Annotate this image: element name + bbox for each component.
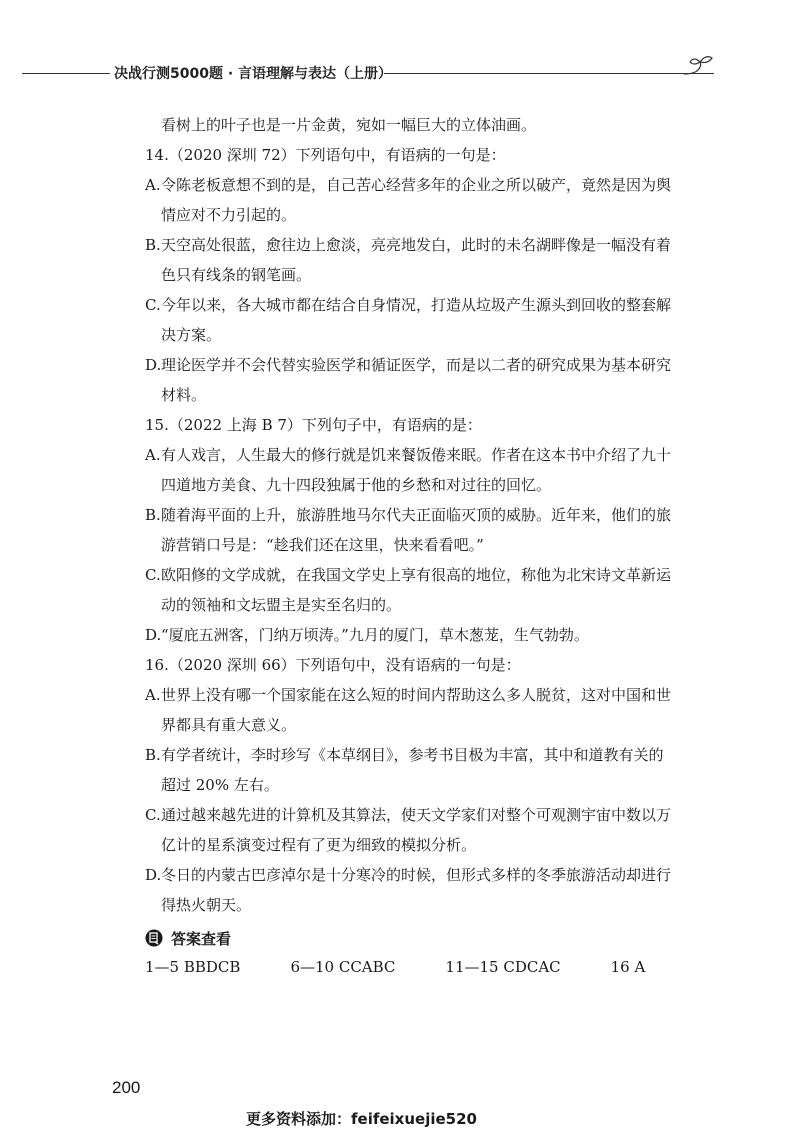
answer-icon bbox=[145, 929, 163, 947]
option-letter: B. bbox=[145, 236, 161, 254]
page-number: 200 bbox=[112, 1078, 141, 1097]
option-line: 界都具有重大意义。 bbox=[161, 716, 297, 734]
option-c bbox=[145, 560, 705, 620]
option-line: 今年以来，各大城市都在结合自身情况，打造从垃圾产生源头到回收的整套解 bbox=[161, 296, 672, 314]
question-stem: 15.（2022 上海 B 7）下列句子中，有语病的是： bbox=[145, 416, 482, 434]
option-line: 欧阳修的文学成就，在我国文学史上享有很高的地位，称他为北宋诗文革新运 bbox=[161, 566, 672, 584]
option-letter: B. bbox=[145, 506, 161, 524]
option-line: 四道地方美食、九十四段独属于他的乡愁和对过往的回忆。 bbox=[161, 476, 552, 494]
answer-section-heading bbox=[145, 927, 231, 949]
option-letter: D. bbox=[145, 626, 162, 644]
answer-heading-text: 答案查看 bbox=[171, 929, 232, 948]
option-line: 理论医学并不会代替实验医学和循证医学，而是以二者的研究成果为基本研究 bbox=[161, 356, 672, 374]
option-b bbox=[145, 740, 705, 800]
header-title: 决战行测5000题 · 言语理解与表达（上册） bbox=[114, 66, 393, 82]
option-line: 得热火朝天。 bbox=[161, 896, 252, 914]
option-line: 冬日的内蒙古巴彦淖尔是十分寒冷的时候，但形式多样的冬季旅游活动却进行 bbox=[161, 866, 672, 884]
question-content bbox=[145, 110, 705, 920]
option-letter: A. bbox=[145, 176, 161, 194]
option-a bbox=[145, 440, 705, 500]
option-line: 通过越来越先进的计算机及其算法，使天文学家们对整个可观测宇宙中数以万 bbox=[161, 806, 672, 824]
option-line: 决方案。 bbox=[161, 326, 222, 344]
option-letter: D. bbox=[145, 866, 162, 884]
running-header bbox=[22, 54, 722, 84]
option-d bbox=[145, 350, 705, 410]
option-line: 世界上没有哪一个国家能在这么短的时间内帮助这么多人脱贫，这对中国和世 bbox=[161, 686, 672, 704]
option-line: 有学者统计，李时珍写《本草纲目》，参考书目极为丰富，其中和道教有关的 bbox=[161, 746, 664, 764]
question-stem: 16.（2020 深圳 66）下列语句中，没有语病的一句是： bbox=[145, 656, 521, 674]
option-a bbox=[145, 680, 705, 740]
header-rule-right bbox=[384, 73, 714, 74]
option-letter: C. bbox=[145, 566, 161, 584]
answer-group: 6—10 CCABC bbox=[290, 958, 396, 976]
sprout-icon bbox=[680, 54, 720, 84]
option-c bbox=[145, 800, 705, 860]
option-letter: A. bbox=[145, 446, 161, 464]
answer-key bbox=[145, 958, 695, 976]
option-line: 动的领袖和文坛盟主是实至名归的。 bbox=[161, 596, 402, 614]
question-16 bbox=[145, 650, 705, 920]
answer-group: 1—5 BBDCB bbox=[145, 958, 241, 976]
option-line: 亿计的星系演变过程有了更为细致的模拟分析。 bbox=[161, 836, 477, 854]
option-a bbox=[145, 170, 705, 230]
option-letter: C. bbox=[145, 296, 161, 314]
option-letter: C. bbox=[145, 806, 161, 824]
option-line: 色只有线条的钢笔画。 bbox=[161, 266, 312, 284]
option-line: 超过 20% 左右。 bbox=[161, 776, 279, 794]
option-b bbox=[145, 230, 705, 290]
continued-line: 看树上的叶子也是一片金黄，宛如一幅巨大的立体油画。 bbox=[161, 116, 537, 134]
question-15 bbox=[145, 410, 705, 650]
option-line: 天空高处很蓝，愈往边上愈淡，亮亮地发白，此时的未名湖畔像是一幅没有着 bbox=[161, 236, 672, 254]
question-14 bbox=[145, 140, 705, 410]
option-line: “厦庇五洲客，门纳万顷涛。”九月的厦门，草木葱茏，生气勃勃。 bbox=[161, 626, 589, 644]
option-line: 随着海平面的上升，旅游胜地马尔代夫正面临灭顶的威胁。近年来，他们的旅 bbox=[161, 506, 672, 524]
option-d bbox=[145, 860, 705, 920]
option-letter: A. bbox=[145, 686, 161, 704]
option-line: 材料。 bbox=[161, 386, 207, 404]
option-d bbox=[145, 620, 705, 650]
option-b bbox=[145, 500, 705, 560]
option-line: 游营销口号是：“趁我们还在这里，快来看看吧。” bbox=[161, 536, 484, 554]
option-letter: B. bbox=[145, 746, 161, 764]
option-letter: D. bbox=[145, 356, 162, 374]
option-line: 有人戏言，人生最大的修行就是饥来餐饭倦来眠。作者在这本书中介绍了九十 bbox=[161, 446, 672, 464]
footer-note: 更多资料添加：feifeixuejie520 bbox=[246, 1110, 477, 1128]
answer-group: 11—15 CDCAC bbox=[445, 958, 561, 976]
option-line: 情应对不力引起的。 bbox=[161, 206, 297, 224]
option-c bbox=[145, 290, 705, 350]
header-rule-left bbox=[22, 73, 110, 74]
answer-group: 16 A bbox=[610, 958, 646, 976]
question-stem: 14.（2020 深圳 72）下列语句中，有语病的一句是： bbox=[145, 146, 506, 164]
option-line: 令陈老板意想不到的是，自己苦心经营多年的企业之所以破产，竟然是因为舆 bbox=[161, 176, 672, 194]
